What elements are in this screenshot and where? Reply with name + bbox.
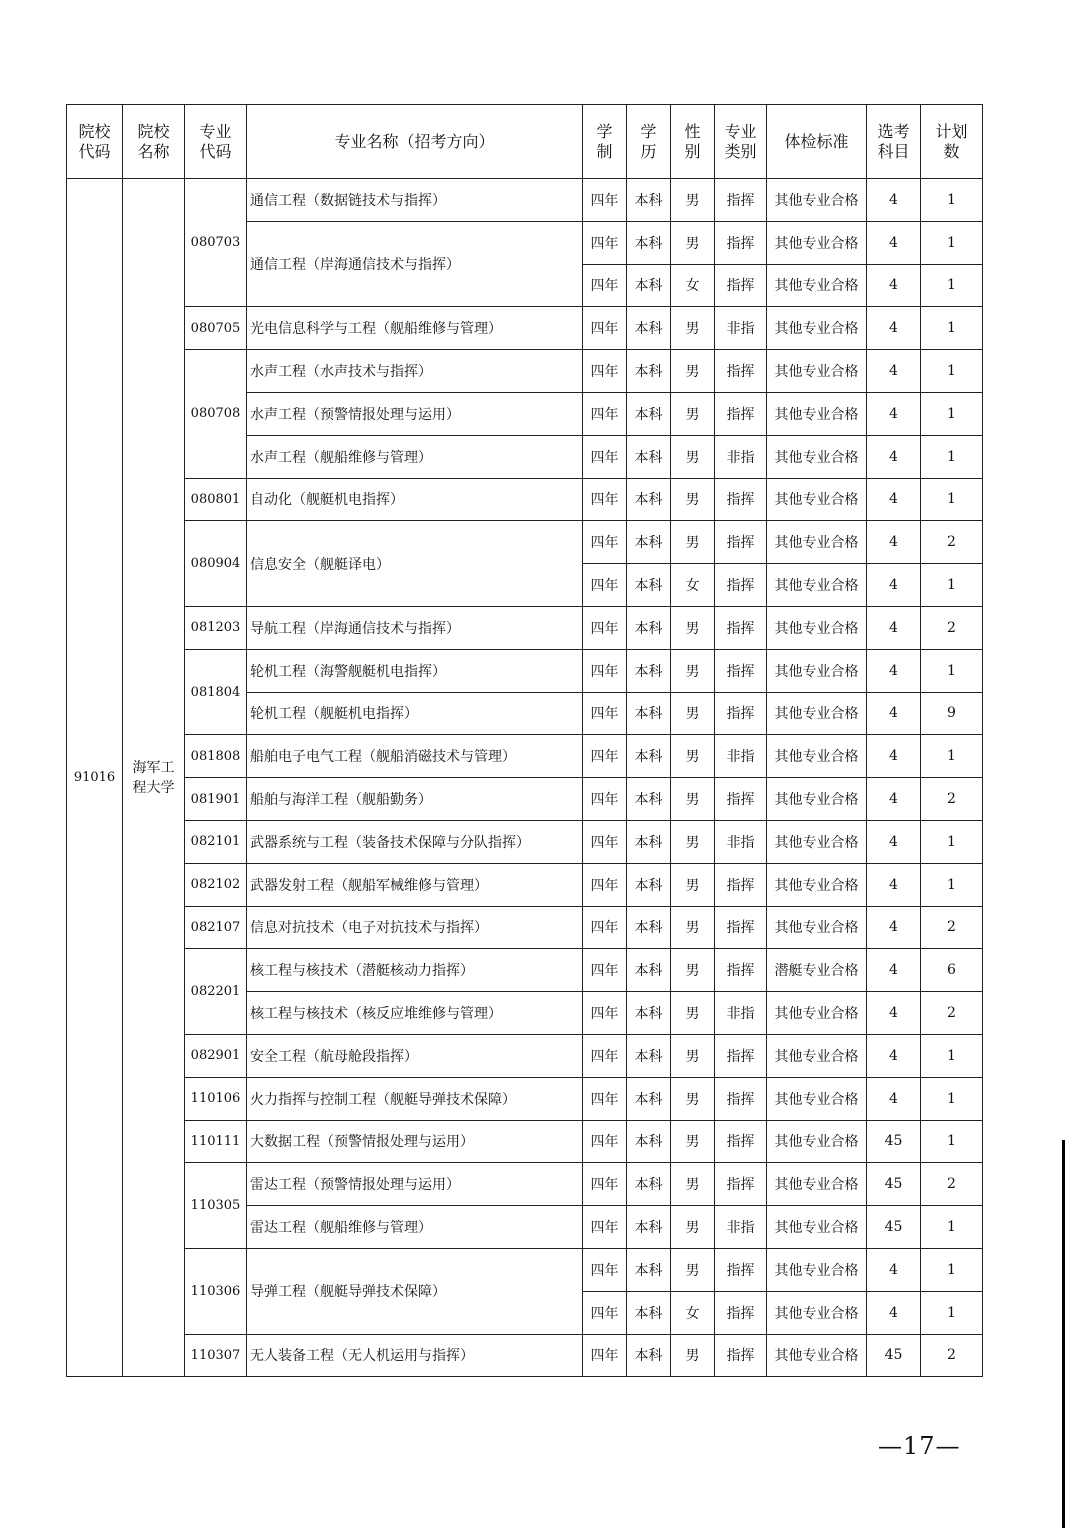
duration-cell: 四年 — [583, 863, 627, 906]
subjects-cell: 4 — [867, 221, 921, 264]
subjects-cell: 4 — [867, 1291, 921, 1334]
header-duration: 学制 — [583, 105, 627, 179]
school-name-text: 海军工程大学 — [132, 759, 175, 796]
physical-cell: 其他专业合格 — [767, 521, 867, 564]
degree-cell: 本科 — [627, 179, 671, 222]
degree-cell: 本科 — [627, 1034, 671, 1077]
header-major-name: 专业名称（招考方向） — [247, 105, 583, 179]
table-row — [67, 735, 983, 778]
duration-cell: 四年 — [583, 350, 627, 393]
major-code-cell: 082101 — [185, 820, 247, 863]
header-school-code: 院校代码 — [67, 105, 123, 179]
subjects-cell: 45 — [867, 1120, 921, 1163]
header-category: 专业类别 — [715, 105, 767, 179]
gender-cell: 女 — [671, 564, 715, 607]
degree-cell: 本科 — [627, 1077, 671, 1120]
major-name-cell: 安全工程（航母舱段指挥） — [247, 1034, 583, 1077]
degree-cell: 本科 — [627, 692, 671, 735]
category-cell: 指挥 — [715, 778, 767, 821]
gender-cell: 男 — [671, 392, 715, 435]
gender-cell: 男 — [671, 350, 715, 393]
gender-cell: 男 — [671, 649, 715, 692]
major-name-cell: 武器系统与工程（装备技术保障与分队指挥） — [247, 820, 583, 863]
physical-cell: 其他专业合格 — [767, 606, 867, 649]
category-cell: 指挥 — [715, 179, 767, 222]
table-row — [67, 307, 983, 350]
category-cell: 指挥 — [715, 863, 767, 906]
degree-cell: 本科 — [627, 435, 671, 478]
duration-cell: 四年 — [583, 649, 627, 692]
subjects-cell: 4 — [867, 949, 921, 992]
major-code-cell: 080708 — [185, 350, 247, 478]
degree-cell: 本科 — [627, 649, 671, 692]
gender-cell: 男 — [671, 521, 715, 564]
duration-cell: 四年 — [583, 521, 627, 564]
table-row — [67, 778, 983, 821]
category-cell: 非指 — [715, 1206, 767, 1249]
gender-cell: 男 — [671, 1077, 715, 1120]
header-row — [67, 105, 983, 179]
physical-cell: 其他专业合格 — [767, 264, 867, 307]
physical-cell: 其他专业合格 — [767, 1034, 867, 1077]
plan-cell: 1 — [921, 179, 983, 222]
table-row — [67, 949, 983, 992]
subjects-cell: 4 — [867, 179, 921, 222]
duration-cell: 四年 — [583, 1334, 627, 1377]
duration-cell: 四年 — [583, 820, 627, 863]
major-code-cell: 082201 — [185, 949, 247, 1035]
plan-cell: 2 — [921, 778, 983, 821]
major-name-cell: 导航工程（岸海通信技术与指挥） — [247, 606, 583, 649]
subjects-cell: 4 — [867, 350, 921, 393]
duration-cell: 四年 — [583, 478, 627, 521]
category-cell: 指挥 — [715, 221, 767, 264]
gender-cell: 男 — [671, 1334, 715, 1377]
degree-cell: 本科 — [627, 1120, 671, 1163]
category-cell: 指挥 — [715, 1163, 767, 1206]
table-row — [67, 820, 983, 863]
duration-cell: 四年 — [583, 1077, 627, 1120]
subjects-cell: 4 — [867, 1034, 921, 1077]
major-code-cell: 081808 — [185, 735, 247, 778]
major-name-cell: 导弹工程（舰艇导弹技术保障） — [247, 1248, 583, 1334]
major-code-cell: 110307 — [185, 1334, 247, 1377]
plan-cell: 2 — [921, 1334, 983, 1377]
physical-cell: 其他专业合格 — [767, 392, 867, 435]
subjects-cell: 4 — [867, 307, 921, 350]
duration-cell: 四年 — [583, 778, 627, 821]
degree-cell: 本科 — [627, 1163, 671, 1206]
gender-cell: 男 — [671, 1120, 715, 1163]
degree-cell: 本科 — [627, 1291, 671, 1334]
subjects-cell: 4 — [867, 606, 921, 649]
plan-cell: 1 — [921, 564, 983, 607]
physical-cell: 其他专业合格 — [767, 478, 867, 521]
plan-cell: 1 — [921, 307, 983, 350]
category-cell: 非指 — [715, 435, 767, 478]
degree-cell: 本科 — [627, 606, 671, 649]
header-physical: 体检标准 — [767, 105, 867, 179]
degree-cell: 本科 — [627, 1206, 671, 1249]
major-name-cell: 通信工程（数据链技术与指挥） — [247, 179, 583, 222]
admissions-table — [66, 104, 983, 1377]
table-body — [67, 179, 983, 1377]
degree-cell: 本科 — [627, 307, 671, 350]
major-code-cell: 080904 — [185, 521, 247, 607]
major-name-cell: 光电信息科学与工程（舰船维修与管理） — [247, 307, 583, 350]
major-name-cell: 水声工程（舰船维修与管理） — [247, 435, 583, 478]
gender-cell: 男 — [671, 478, 715, 521]
degree-cell: 本科 — [627, 221, 671, 264]
major-name-cell: 信息安全（舰艇译电） — [247, 521, 583, 607]
degree-cell: 本科 — [627, 949, 671, 992]
duration-cell: 四年 — [583, 392, 627, 435]
major-code-cell: 080801 — [185, 478, 247, 521]
major-code-cell: 081203 — [185, 606, 247, 649]
duration-cell: 四年 — [583, 564, 627, 607]
subjects-cell: 4 — [867, 1248, 921, 1291]
duration-cell: 四年 — [583, 692, 627, 735]
physical-cell: 其他专业合格 — [767, 692, 867, 735]
physical-cell: 潜艇专业合格 — [767, 949, 867, 992]
physical-cell: 其他专业合格 — [767, 221, 867, 264]
category-cell: 指挥 — [715, 564, 767, 607]
header-major-code: 专业代码 — [185, 105, 247, 179]
plan-cell: 2 — [921, 606, 983, 649]
gender-cell: 男 — [671, 1034, 715, 1077]
degree-cell: 本科 — [627, 521, 671, 564]
degree-cell: 本科 — [627, 906, 671, 949]
physical-cell: 其他专业合格 — [767, 1291, 867, 1334]
physical-cell: 其他专业合格 — [767, 179, 867, 222]
plan-cell: 2 — [921, 521, 983, 564]
table-row — [67, 1248, 983, 1291]
major-name-cell: 核工程与核技术（核反应堆维修与管理） — [247, 992, 583, 1035]
plan-cell: 1 — [921, 863, 983, 906]
degree-cell: 本科 — [627, 350, 671, 393]
major-name-cell: 船舶电子电气工程（舰船消磁技术与管理） — [247, 735, 583, 778]
plan-cell: 1 — [921, 435, 983, 478]
table-row — [67, 606, 983, 649]
plan-cell: 1 — [921, 392, 983, 435]
table-row — [67, 1120, 983, 1163]
subjects-cell: 4 — [867, 521, 921, 564]
physical-cell: 其他专业合格 — [767, 778, 867, 821]
physical-cell: 其他专业合格 — [767, 649, 867, 692]
gender-cell: 女 — [671, 264, 715, 307]
gender-cell: 男 — [671, 606, 715, 649]
gender-cell: 女 — [671, 1291, 715, 1334]
major-name-cell: 自动化（舰艇机电指挥） — [247, 478, 583, 521]
subjects-cell: 45 — [867, 1206, 921, 1249]
gender-cell: 男 — [671, 692, 715, 735]
gender-cell: 男 — [671, 820, 715, 863]
major-code-cell: 082102 — [185, 863, 247, 906]
physical-cell: 其他专业合格 — [767, 735, 867, 778]
plan-cell: 2 — [921, 906, 983, 949]
table-row — [67, 1334, 983, 1377]
plan-cell: 1 — [921, 1077, 983, 1120]
physical-cell: 其他专业合格 — [767, 307, 867, 350]
duration-cell: 四年 — [583, 1163, 627, 1206]
major-code-cell: 082107 — [185, 906, 247, 949]
major-code-cell: 080703 — [185, 179, 247, 307]
category-cell: 非指 — [715, 307, 767, 350]
degree-cell: 本科 — [627, 478, 671, 521]
category-cell: 指挥 — [715, 350, 767, 393]
category-cell: 指挥 — [715, 521, 767, 564]
category-cell: 非指 — [715, 992, 767, 1035]
subjects-cell: 4 — [867, 435, 921, 478]
major-code-cell: 081804 — [185, 649, 247, 735]
subjects-cell: 4 — [867, 820, 921, 863]
gender-cell: 男 — [671, 1163, 715, 1206]
header-subjects: 选考科目 — [867, 105, 921, 179]
category-cell: 非指 — [715, 735, 767, 778]
subjects-cell: 4 — [867, 649, 921, 692]
category-cell: 指挥 — [715, 1334, 767, 1377]
duration-cell: 四年 — [583, 1248, 627, 1291]
plan-cell: 1 — [921, 350, 983, 393]
gender-cell: 男 — [671, 735, 715, 778]
category-cell: 非指 — [715, 820, 767, 863]
category-cell: 指挥 — [715, 1120, 767, 1163]
physical-cell: 其他专业合格 — [767, 1248, 867, 1291]
gender-cell: 男 — [671, 863, 715, 906]
table-row — [67, 478, 983, 521]
major-name-cell: 火力指挥与控制工程（舰艇导弹技术保障） — [247, 1077, 583, 1120]
gender-cell: 男 — [671, 906, 715, 949]
category-cell: 指挥 — [715, 692, 767, 735]
subjects-cell: 4 — [867, 863, 921, 906]
plan-cell: 6 — [921, 949, 983, 992]
degree-cell: 本科 — [627, 992, 671, 1035]
plan-cell: 1 — [921, 1120, 983, 1163]
physical-cell: 其他专业合格 — [767, 1077, 867, 1120]
degree-cell: 本科 — [627, 264, 671, 307]
major-code-cell: 080705 — [185, 307, 247, 350]
duration-cell: 四年 — [583, 992, 627, 1035]
subjects-cell: 4 — [867, 992, 921, 1035]
subjects-cell: 4 — [867, 392, 921, 435]
subjects-cell: 4 — [867, 778, 921, 821]
header-plan: 计划数 — [921, 105, 983, 179]
plan-cell: 1 — [921, 221, 983, 264]
category-cell: 指挥 — [715, 1077, 767, 1120]
plan-cell: 1 — [921, 1034, 983, 1077]
category-cell: 指挥 — [715, 949, 767, 992]
category-cell: 指挥 — [715, 1034, 767, 1077]
category-cell: 指挥 — [715, 392, 767, 435]
subjects-cell: 4 — [867, 1077, 921, 1120]
physical-cell: 其他专业合格 — [767, 1163, 867, 1206]
gender-cell: 男 — [671, 778, 715, 821]
subjects-cell: 4 — [867, 264, 921, 307]
physical-cell: 其他专业合格 — [767, 1334, 867, 1377]
physical-cell: 其他专业合格 — [767, 1206, 867, 1249]
gender-cell: 男 — [671, 307, 715, 350]
gender-cell: 男 — [671, 221, 715, 264]
physical-cell: 其他专业合格 — [767, 992, 867, 1035]
duration-cell: 四年 — [583, 1120, 627, 1163]
duration-cell: 四年 — [583, 1291, 627, 1334]
major-name-cell: 信息对抗技术（电子对抗技术与指挥） — [247, 906, 583, 949]
major-name-cell: 船舶与海洋工程（舰船勤务） — [247, 778, 583, 821]
duration-cell: 四年 — [583, 179, 627, 222]
physical-cell: 其他专业合格 — [767, 564, 867, 607]
major-name-cell: 水声工程（预警情报处理与运用） — [247, 392, 583, 435]
plan-cell: 1 — [921, 735, 983, 778]
duration-cell: 四年 — [583, 221, 627, 264]
degree-cell: 本科 — [627, 735, 671, 778]
major-name-cell: 轮机工程（海警舰艇机电指挥） — [247, 649, 583, 692]
school-name-cell — [123, 179, 185, 1377]
table-row — [67, 1034, 983, 1077]
plan-cell: 1 — [921, 649, 983, 692]
plan-cell: 1 — [921, 264, 983, 307]
gender-cell: 男 — [671, 179, 715, 222]
category-cell: 指挥 — [715, 649, 767, 692]
subjects-cell: 4 — [867, 735, 921, 778]
table-row — [67, 350, 983, 393]
plan-cell: 1 — [921, 478, 983, 521]
major-name-cell: 核工程与核技术（潜艇核动力指挥） — [247, 949, 583, 992]
major-name-cell: 雷达工程（预警情报处理与运用） — [247, 1163, 583, 1206]
major-name-cell: 大数据工程（预警情报处理与运用） — [247, 1120, 583, 1163]
category-cell: 指挥 — [715, 1248, 767, 1291]
degree-cell: 本科 — [627, 778, 671, 821]
physical-cell: 其他专业合格 — [767, 820, 867, 863]
duration-cell: 四年 — [583, 307, 627, 350]
major-name-cell: 雷达工程（舰船维修与管理） — [247, 1206, 583, 1249]
header-school-name: 院校名称 — [123, 105, 185, 179]
duration-cell: 四年 — [583, 435, 627, 478]
plan-cell: 1 — [921, 1206, 983, 1249]
degree-cell: 本科 — [627, 392, 671, 435]
major-code-cell: 081901 — [185, 778, 247, 821]
duration-cell: 四年 — [583, 949, 627, 992]
table-row — [67, 1163, 983, 1206]
table-row — [67, 179, 983, 222]
degree-cell: 本科 — [627, 1248, 671, 1291]
subjects-cell: 4 — [867, 906, 921, 949]
header-degree: 学历 — [627, 105, 671, 179]
degree-cell: 本科 — [627, 820, 671, 863]
category-cell: 指挥 — [715, 478, 767, 521]
table-row — [67, 1077, 983, 1120]
gender-cell: 男 — [671, 435, 715, 478]
duration-cell: 四年 — [583, 906, 627, 949]
plan-cell: 2 — [921, 1163, 983, 1206]
gender-cell: 男 — [671, 1248, 715, 1291]
plan-cell: 1 — [921, 1248, 983, 1291]
major-code-cell: 110106 — [185, 1077, 247, 1120]
major-name-cell: 轮机工程（舰艇机电指挥） — [247, 692, 583, 735]
gender-cell: 男 — [671, 1206, 715, 1249]
page-number: —17— — [878, 1432, 961, 1460]
duration-cell: 四年 — [583, 606, 627, 649]
duration-cell: 四年 — [583, 1034, 627, 1077]
major-code-cell: 110306 — [185, 1248, 247, 1334]
degree-cell: 本科 — [627, 863, 671, 906]
scan-edge-line — [1062, 1140, 1065, 1528]
subjects-cell: 4 — [867, 564, 921, 607]
gender-cell: 男 — [671, 949, 715, 992]
major-name-cell: 通信工程（岸海通信技术与指挥） — [247, 221, 583, 307]
category-cell: 指挥 — [715, 606, 767, 649]
header-gender: 性别 — [671, 105, 715, 179]
duration-cell: 四年 — [583, 1206, 627, 1249]
major-name-cell: 武器发射工程（舰船军械维修与管理） — [247, 863, 583, 906]
major-code-cell: 110111 — [185, 1120, 247, 1163]
table-row — [67, 521, 983, 564]
category-cell: 指挥 — [715, 264, 767, 307]
subjects-cell: 4 — [867, 478, 921, 521]
table-row — [67, 906, 983, 949]
degree-cell: 本科 — [627, 1334, 671, 1377]
school-code-cell: 91016 — [67, 179, 123, 1377]
physical-cell: 其他专业合格 — [767, 863, 867, 906]
major-name-cell: 无人装备工程（无人机运用与指挥） — [247, 1334, 583, 1377]
physical-cell: 其他专业合格 — [767, 1120, 867, 1163]
subjects-cell: 45 — [867, 1163, 921, 1206]
physical-cell: 其他专业合格 — [767, 906, 867, 949]
plan-cell: 1 — [921, 820, 983, 863]
plan-cell: 9 — [921, 692, 983, 735]
category-cell: 指挥 — [715, 1291, 767, 1334]
duration-cell: 四年 — [583, 264, 627, 307]
physical-cell: 其他专业合格 — [767, 350, 867, 393]
physical-cell: 其他专业合格 — [767, 435, 867, 478]
major-code-cell: 082901 — [185, 1034, 247, 1077]
major-code-cell: 110305 — [185, 1163, 247, 1249]
table-row — [67, 863, 983, 906]
degree-cell: 本科 — [627, 564, 671, 607]
gender-cell: 男 — [671, 992, 715, 1035]
major-name-cell: 水声工程（水声技术与指挥） — [247, 350, 583, 393]
plan-cell: 2 — [921, 992, 983, 1035]
category-cell: 指挥 — [715, 906, 767, 949]
table-row — [67, 649, 983, 692]
duration-cell: 四年 — [583, 735, 627, 778]
subjects-cell: 4 — [867, 692, 921, 735]
plan-cell: 1 — [921, 1291, 983, 1334]
subjects-cell: 45 — [867, 1334, 921, 1377]
